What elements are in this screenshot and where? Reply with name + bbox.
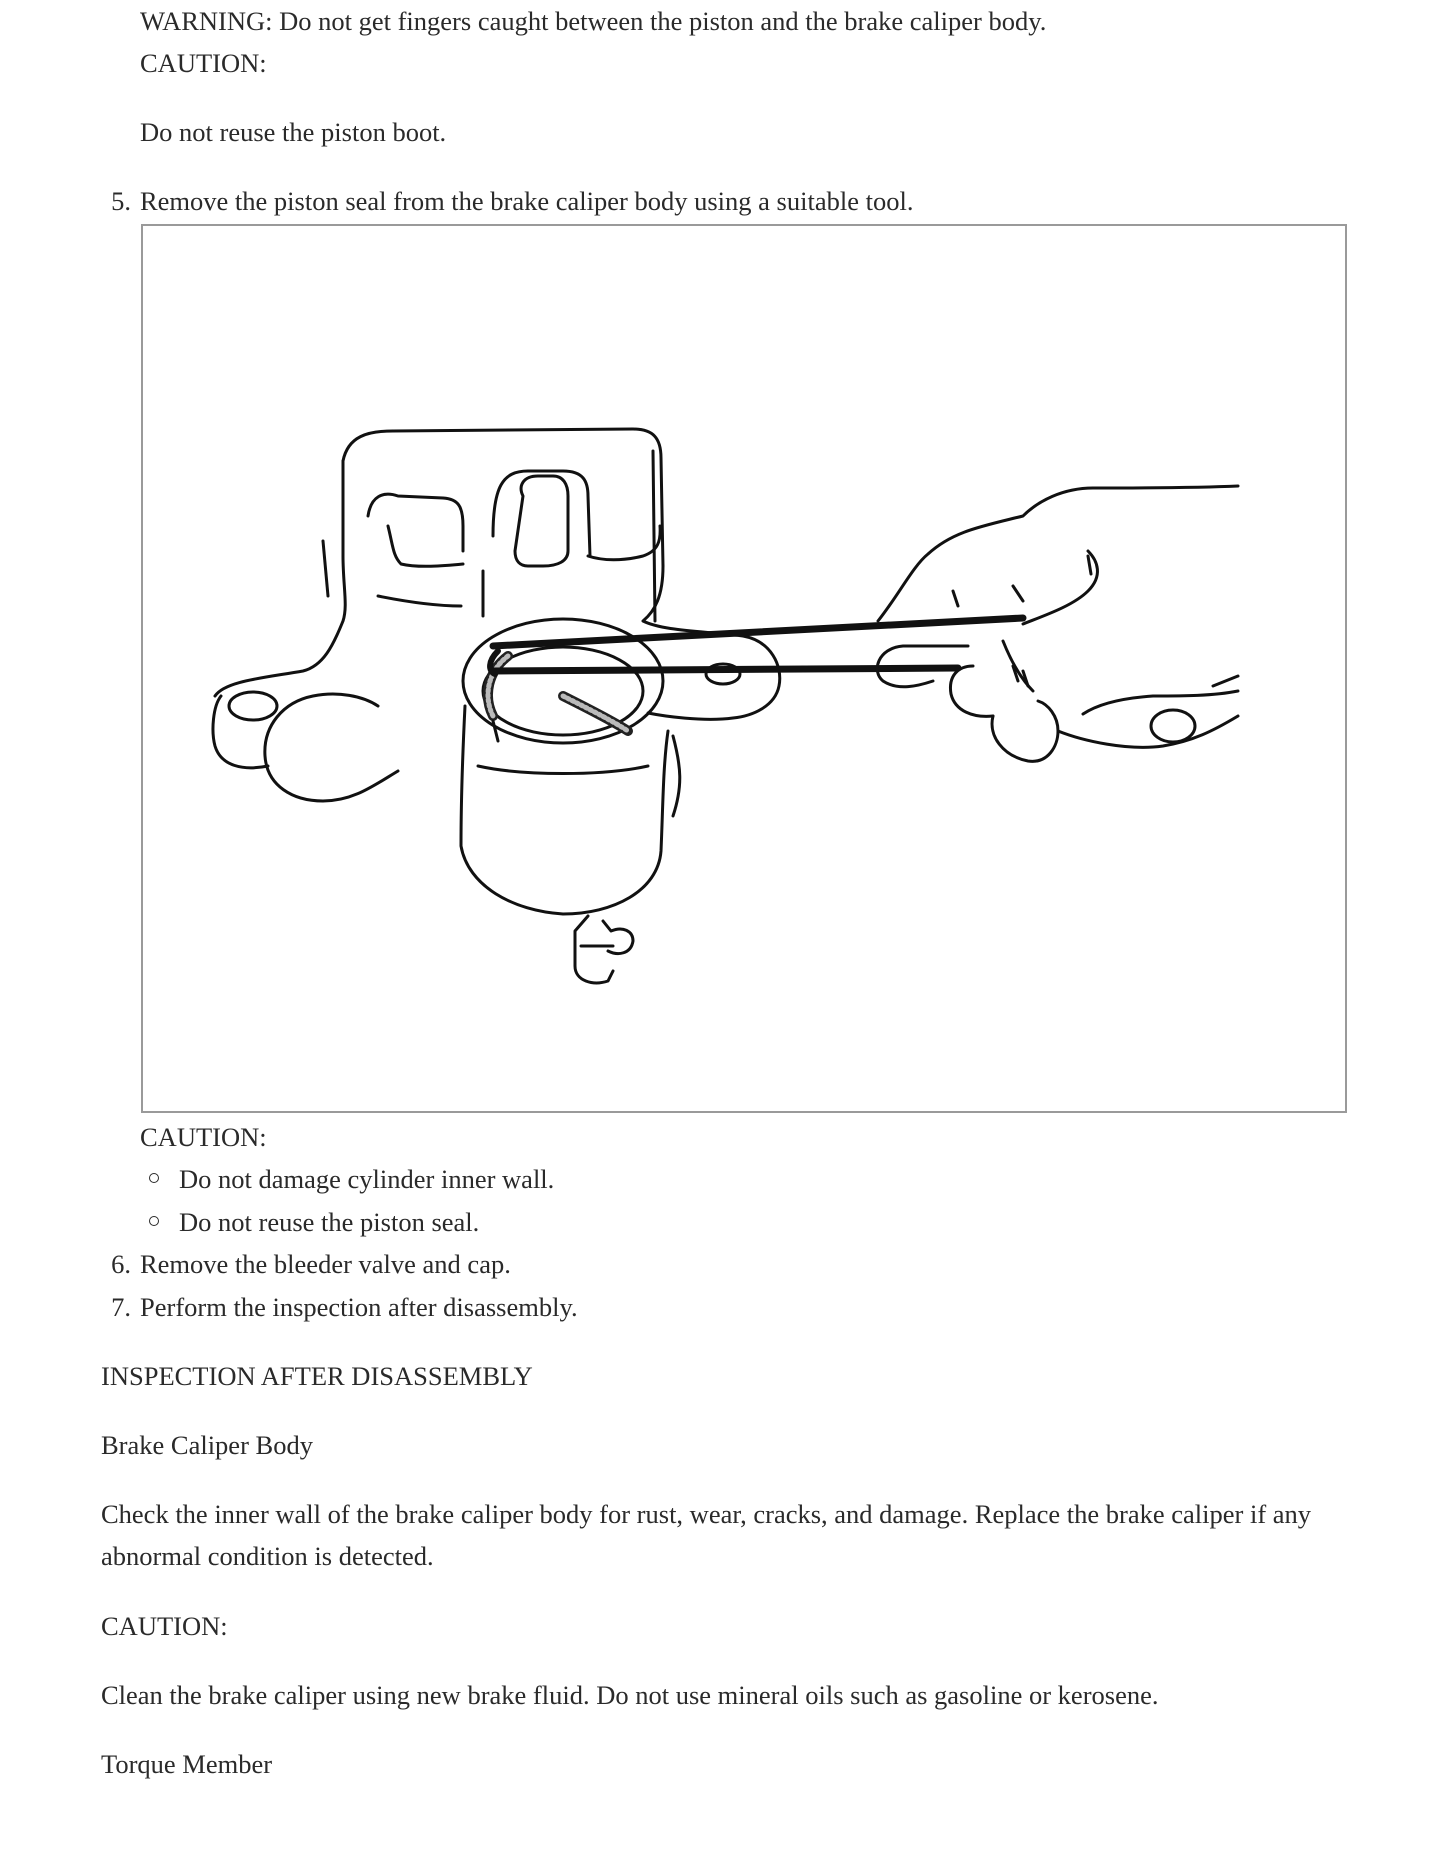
caliper-slot [515,476,568,566]
bullet-circle [149,1216,159,1226]
thumbnail [1151,710,1195,742]
caution-list-item: Do not reuse the piston seal. [179,1207,480,1237]
warning-text: WARNING: Do not get fingers caught between the piston and the brake caliper body. [140,6,1047,36]
left-ear-hole [229,692,277,720]
hand [878,486,1238,621]
step-number: 7. [111,1292,131,1322]
step-text: Remove the bleeder valve and cap. [140,1249,511,1279]
caliper-illustration [143,226,1345,1111]
step-number: 6. [111,1249,131,1279]
caliper-left-ear [265,694,398,801]
subsection-heading: Brake Caliper Body [101,1430,313,1460]
section-heading: INSPECTION AFTER DISASSEMBLY [101,1361,533,1391]
step-number: 5. [111,186,131,216]
step-caution-label: CAUTION: [140,1122,267,1152]
step-text: Remove the piston seal from the brake caliper body using a suitable tool. [140,186,914,216]
inspection-caution-text: Clean the brake caliper using new brake fluid. Do not use mineral oils such as gasoline or kerosene. [101,1680,1159,1710]
next-subsection-heading: Torque Member [101,1749,273,1779]
caution-list-item: Do not damage cylinder inner wall. [179,1164,555,1194]
inspection-caution-label: CAUTION: [101,1611,228,1641]
step-text: Perform the inspection after disassembly. [140,1292,578,1322]
cylinder-body [461,706,668,914]
bullet-circle [149,1173,159,1183]
caution-text: Do not reuse the piston boot. [140,117,447,147]
inspection-body: Check the inner wall of the brake caliper body for rust, wear, cracks, and damage. Replace the brake caliper if any abnormal condition is detected. [101,1499,1312,1571]
caution-label: CAUTION: [140,48,267,78]
figure-brake-caliper-piston-seal [141,224,1347,1113]
